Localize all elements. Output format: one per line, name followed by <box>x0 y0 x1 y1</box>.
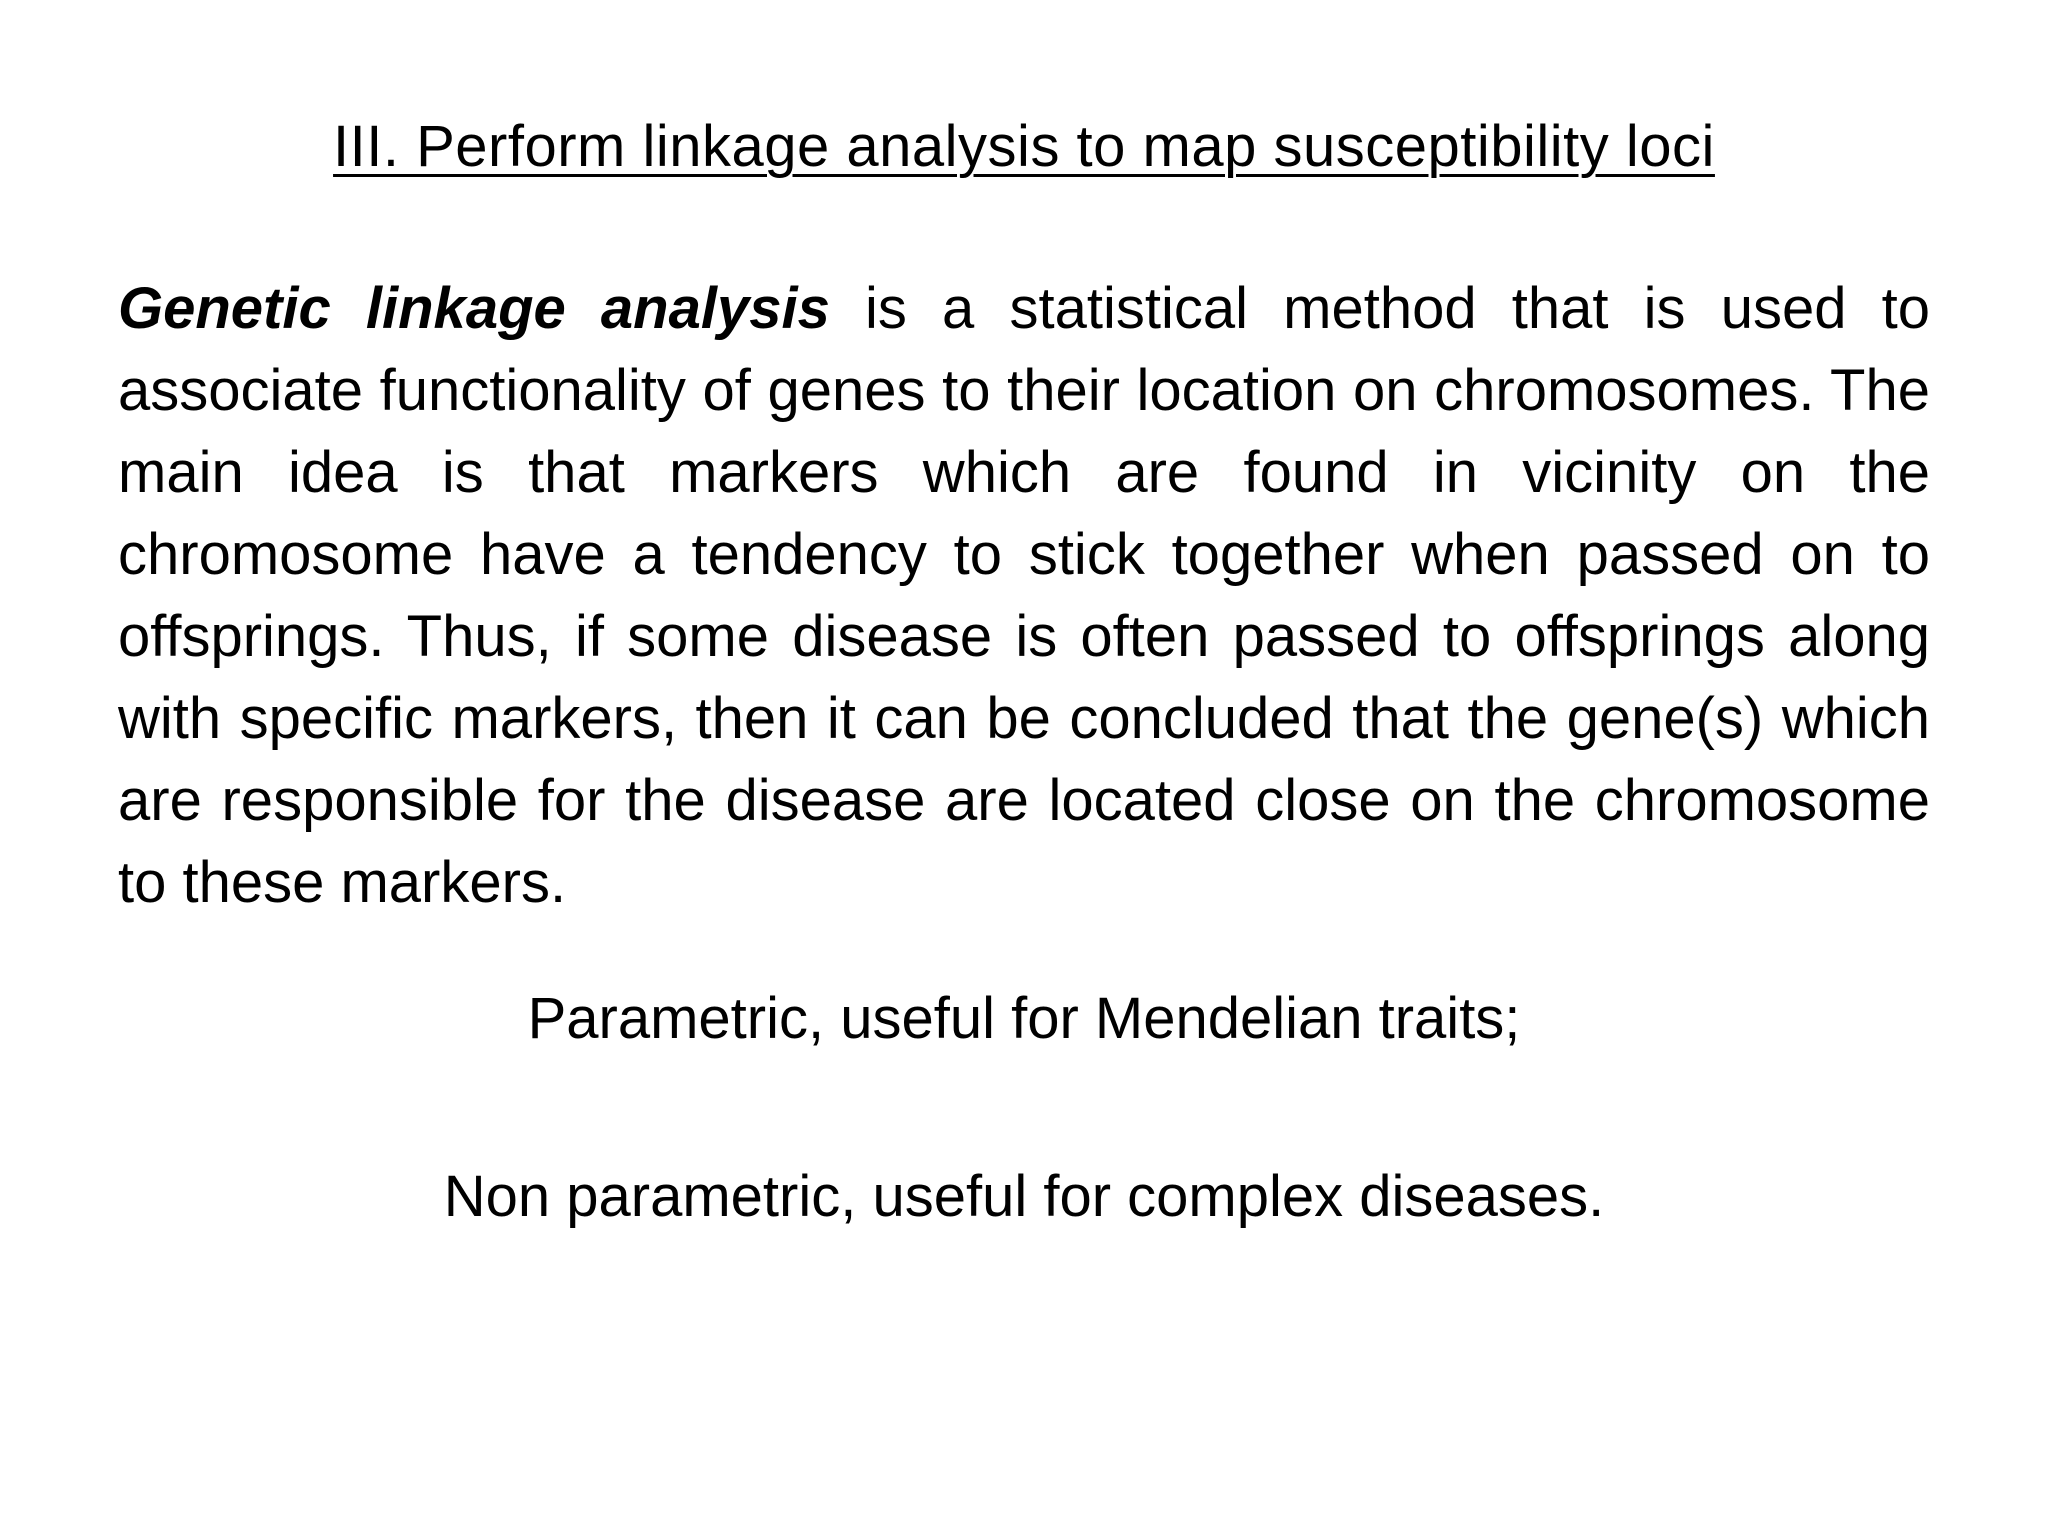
slide-title-text: III. Perform linkage analysis to map susceptibility loci <box>333 114 1715 179</box>
body-paragraph <box>118 268 1930 924</box>
paragraph-text: is a statistical method that is used to associate functionality of genes to their location on chromosomes. The main idea is that markers which are found in vicinity on the chromosome have a tendency to stick together when passed on to offsprings. Thus, if some disease is often passed to offsprings along with specific markers, then it can be concluded that the gene(s) which are responsible for the disease are located close on the chromosome to these markers. <box>118 276 1930 915</box>
slide-title <box>0 108 2048 186</box>
key-term: Genetic linkage analysis <box>118 276 830 341</box>
point-non-parametric: Non parametric, useful for complex diseases. <box>443 1164 1605 1229</box>
point-parametric: Parametric, useful for Mendelian traits; <box>527 986 1521 1051</box>
